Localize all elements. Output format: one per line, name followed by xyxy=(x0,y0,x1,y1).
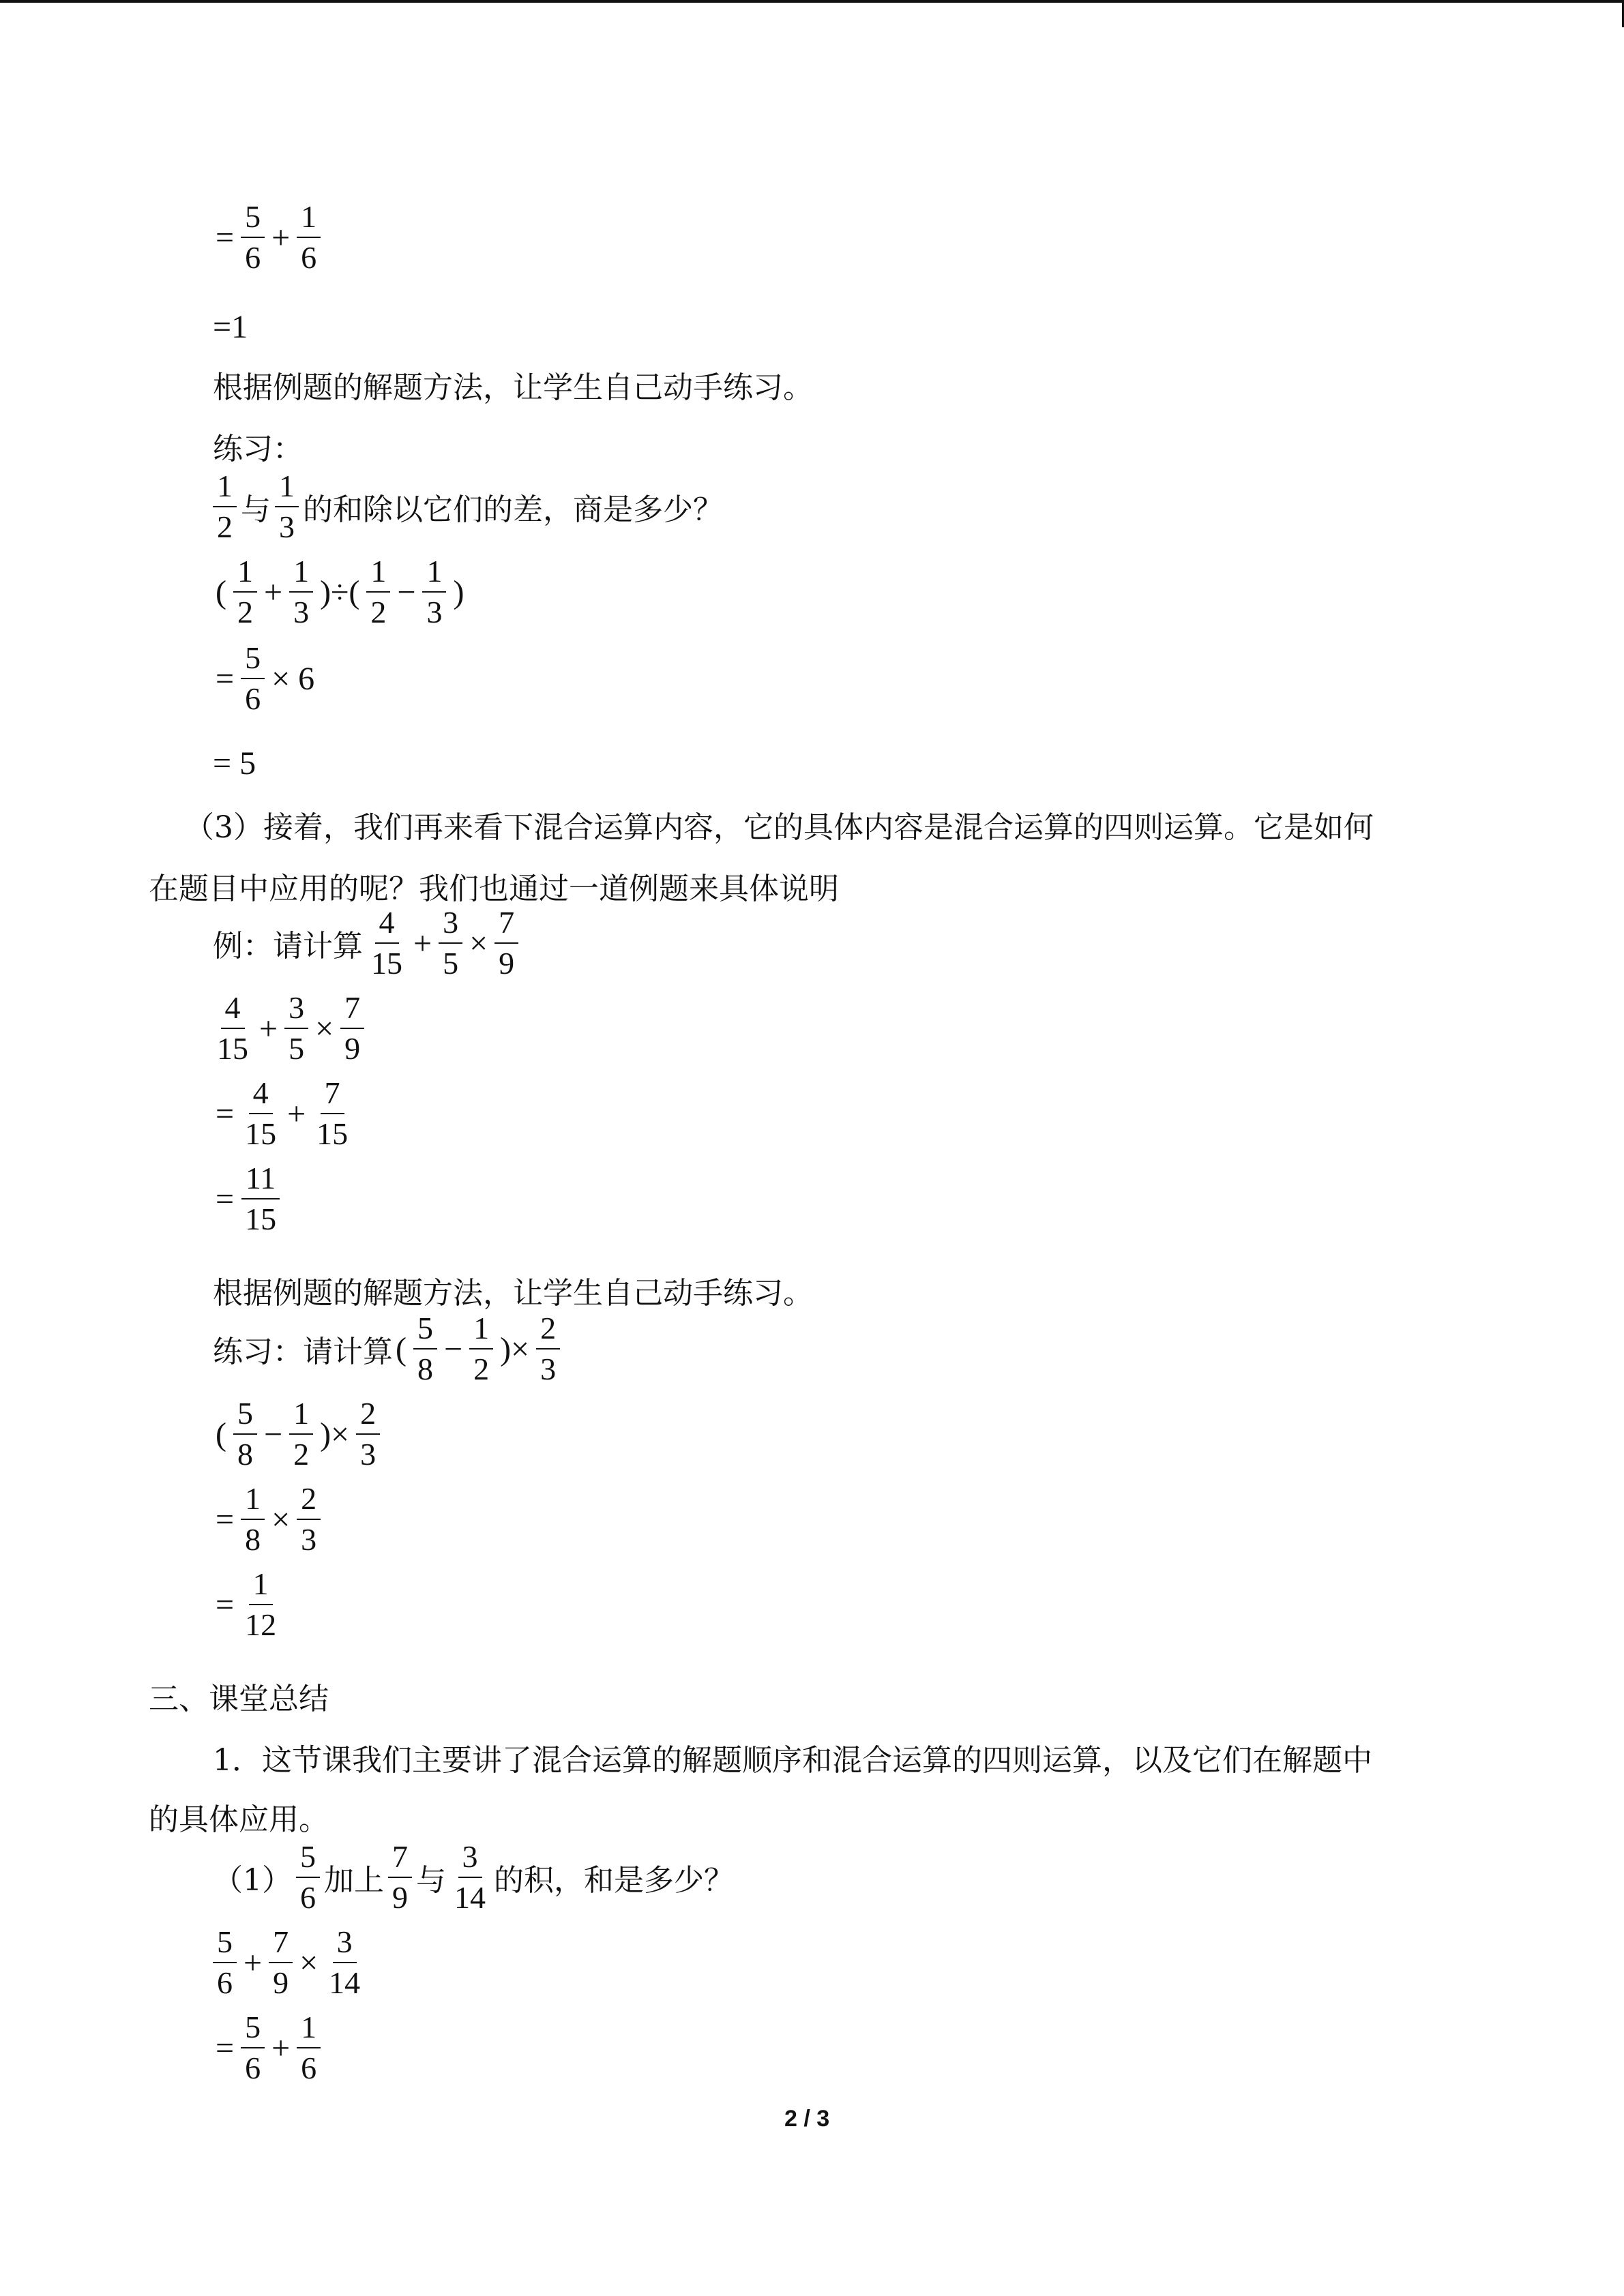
numerator: 1 xyxy=(213,471,237,507)
denominator: 6 xyxy=(245,681,261,716)
numerator: 3 xyxy=(439,907,462,944)
fraction xyxy=(367,907,407,979)
denominator: 5 xyxy=(443,946,459,981)
numerator: 1 xyxy=(241,1483,265,1520)
fraction xyxy=(356,1398,380,1470)
numerator: 1 xyxy=(469,1313,493,1350)
equals-sign: = xyxy=(216,1586,235,1623)
denominator: 8 xyxy=(237,1437,253,1472)
denominator: 9 xyxy=(344,1031,361,1066)
equation-text: = 5 xyxy=(213,745,256,781)
denominator: 3 xyxy=(301,1522,317,1557)
paren: ( xyxy=(396,1330,407,1367)
fraction xyxy=(241,642,265,715)
numerator: 5 xyxy=(241,642,265,679)
operator: × 6 xyxy=(271,660,315,697)
numerator: 5 xyxy=(233,1398,257,1435)
equation-line xyxy=(213,1077,356,1150)
denominator: 3 xyxy=(540,1352,557,1386)
fraction xyxy=(233,556,257,628)
fraction xyxy=(439,907,462,979)
numerator: 2 xyxy=(356,1398,380,1435)
denominator: 12 xyxy=(245,1607,277,1642)
denominator: 15 xyxy=(371,946,402,981)
exercise-label: 练习： xyxy=(213,432,303,466)
paragraph-line xyxy=(213,363,813,406)
denominator: 15 xyxy=(245,1202,277,1236)
denominator: 5 xyxy=(289,1031,305,1066)
exercise-label: 练习：请计算 xyxy=(213,1335,393,1369)
numerator: 7 xyxy=(269,1926,293,1963)
numerator: 4 xyxy=(375,907,399,944)
equation-line xyxy=(213,745,256,782)
equation-line xyxy=(213,992,368,1064)
numerator: 1 xyxy=(289,556,313,593)
equation-line xyxy=(213,308,248,346)
fraction xyxy=(289,556,313,628)
fraction xyxy=(296,1841,320,1913)
paragraph-line xyxy=(184,803,1374,846)
paragraph-text: 在题目中应用的呢？我们也通过一道例题来具体说明 xyxy=(149,871,839,906)
operator: × xyxy=(469,925,488,961)
equals-sign: = xyxy=(216,660,235,697)
operator: − xyxy=(263,1416,283,1452)
fraction xyxy=(388,1841,412,1913)
numerator: 1 xyxy=(249,1568,273,1605)
equals-sign: = xyxy=(216,2029,235,2066)
equation-line xyxy=(213,2012,325,2084)
fraction xyxy=(241,1483,265,1555)
denominator: 3 xyxy=(279,509,295,544)
section-heading xyxy=(149,1674,329,1718)
question-text: 加上 xyxy=(324,1863,384,1898)
equation-line xyxy=(213,1483,325,1555)
numerator: 2 xyxy=(536,1313,560,1350)
paragraph-line xyxy=(213,1735,1372,1779)
paragraph-text: 的具体应用。 xyxy=(149,1802,329,1837)
numerator: 7 xyxy=(388,1841,412,1878)
paren: ( xyxy=(216,573,226,610)
numerator: 1 xyxy=(297,201,321,238)
numerator: 3 xyxy=(458,1841,482,1878)
denominator: 6 xyxy=(301,2051,317,2085)
denominator: 14 xyxy=(454,1880,486,1915)
fraction xyxy=(289,1398,313,1470)
denominator: 8 xyxy=(417,1352,433,1386)
fraction xyxy=(469,1313,493,1385)
exercise-line xyxy=(213,1313,564,1385)
operator: × xyxy=(271,1501,291,1538)
fraction xyxy=(241,201,265,273)
equation-line xyxy=(213,1398,384,1470)
fraction xyxy=(241,1568,280,1641)
fraction xyxy=(312,1077,352,1150)
numerator: 3 xyxy=(284,992,308,1029)
fraction xyxy=(413,1313,437,1385)
page-top-border xyxy=(0,0,1624,3)
fraction xyxy=(275,468,299,544)
section-title: 三、课堂总结 xyxy=(149,1682,329,1716)
operator: × xyxy=(299,1944,319,1981)
paragraph-text: 根据例题的解题方法，让学生自己动手练习。 xyxy=(213,370,813,405)
fraction xyxy=(284,992,308,1064)
fraction xyxy=(213,1926,237,1999)
denominator: 2 xyxy=(473,1352,490,1386)
operator: + xyxy=(287,1095,306,1132)
paragraph-line xyxy=(149,1795,329,1838)
denominator: 6 xyxy=(245,2051,261,2085)
exercise-heading xyxy=(213,424,303,468)
question-text: 的积，和是多少？ xyxy=(494,1863,734,1898)
equation-line xyxy=(213,556,467,628)
numerator: 5 xyxy=(296,1841,320,1878)
numerator: 1 xyxy=(289,1398,313,1435)
equation-line xyxy=(213,201,325,273)
numerator: 4 xyxy=(221,992,245,1029)
paragraph-line xyxy=(149,864,839,908)
paragraph-line xyxy=(213,1268,813,1312)
denominator: 2 xyxy=(237,595,253,629)
operator: − xyxy=(397,573,416,610)
operator: + xyxy=(259,1010,278,1047)
denominator: 3 xyxy=(293,595,310,629)
denominator: 9 xyxy=(392,1880,408,1915)
question-text: 的和除以它们的差，商是多少？ xyxy=(303,492,723,527)
fraction xyxy=(213,992,252,1064)
numerator: 1 xyxy=(233,556,257,593)
paragraph-text: 根据例题的解题方法，让学生自己动手练习。 xyxy=(213,1276,813,1311)
operator: + xyxy=(271,2029,291,2066)
numerator: 5 xyxy=(241,2012,265,2048)
fraction xyxy=(241,1077,280,1150)
fraction xyxy=(213,468,237,544)
operator: + xyxy=(243,1944,263,1981)
operator: − xyxy=(443,1330,463,1367)
denominator: 15 xyxy=(217,1031,248,1066)
paragraph-text: 1．这节课我们主要讲了混合运算的解题顺序和混合运算的四则运算，以及它们在解题中 xyxy=(213,1743,1372,1778)
fraction xyxy=(536,1313,560,1385)
fraction xyxy=(241,2012,265,2084)
fraction xyxy=(297,201,321,273)
denominator: 2 xyxy=(370,595,387,629)
equation-line xyxy=(213,1568,284,1641)
numerator: 5 xyxy=(413,1313,437,1350)
question-text: 与 xyxy=(241,492,271,527)
numerator: 1 xyxy=(366,556,390,593)
numerator: 2 xyxy=(297,1483,321,1520)
fraction xyxy=(366,556,390,628)
numerator: 7 xyxy=(321,1077,344,1114)
question-text: 与 xyxy=(416,1863,446,1898)
denominator: 9 xyxy=(273,1965,289,2000)
paragraph-text: （3）接着，我们再来看下混合运算内容，它的具体内容是混合运算的四则运算。它是如何 xyxy=(184,810,1374,845)
operator: + xyxy=(263,573,283,610)
page-number: 2 / 3 xyxy=(784,2106,830,2132)
denominator: 15 xyxy=(245,1116,277,1151)
numerator: 4 xyxy=(249,1077,273,1114)
operator: )× xyxy=(320,1416,350,1452)
fraction xyxy=(494,907,518,979)
numerator: 11 xyxy=(241,1163,280,1199)
equals-sign: = xyxy=(216,1501,235,1538)
operator: + xyxy=(271,219,291,256)
fraction xyxy=(241,1163,280,1235)
fraction xyxy=(325,1926,364,1999)
denominator: 6 xyxy=(301,240,317,275)
question-text: （1） xyxy=(213,1863,292,1898)
equation-line xyxy=(213,642,317,715)
question-line xyxy=(213,1841,734,1913)
denominator: 2 xyxy=(217,509,233,544)
fraction xyxy=(450,1841,490,1913)
denominator: 6 xyxy=(245,240,261,275)
equals-sign: = xyxy=(216,1180,235,1217)
operator: )÷( xyxy=(320,573,360,610)
paren: ) xyxy=(453,573,464,610)
denominator: 3 xyxy=(360,1437,377,1472)
paren: ( xyxy=(216,1416,226,1452)
question-line xyxy=(213,468,723,544)
fraction xyxy=(422,556,446,628)
denominator: 6 xyxy=(300,1880,316,1915)
fraction xyxy=(269,1926,293,1999)
operator: + xyxy=(413,925,432,961)
numerator: 1 xyxy=(275,471,299,507)
operator: × xyxy=(315,1010,334,1047)
fraction xyxy=(340,992,364,1064)
example-label: 例：请计算 xyxy=(213,929,363,964)
equation-line xyxy=(213,1926,368,1999)
numerator: 7 xyxy=(340,992,364,1029)
fraction xyxy=(233,1398,257,1470)
denominator: 15 xyxy=(316,1116,349,1151)
fraction xyxy=(297,2012,321,2084)
equation-text: =1 xyxy=(213,309,248,345)
numerator: 7 xyxy=(494,907,518,944)
numerator: 5 xyxy=(213,1926,237,1963)
numerator: 3 xyxy=(333,1926,357,1963)
numerator: 1 xyxy=(422,556,446,593)
denominator: 8 xyxy=(245,1522,261,1557)
denominator: 2 xyxy=(293,1437,310,1472)
numerator: 1 xyxy=(297,2012,321,2048)
numerator: 5 xyxy=(241,201,265,238)
equals-sign: = xyxy=(216,219,235,256)
equation-line xyxy=(213,1163,284,1235)
operator: )× xyxy=(500,1330,530,1367)
example-line xyxy=(213,907,522,979)
denominator: 14 xyxy=(329,1965,361,2000)
equals-sign: = xyxy=(216,1095,235,1132)
denominator: 6 xyxy=(217,1965,233,2000)
denominator: 9 xyxy=(499,946,515,981)
denominator: 3 xyxy=(426,595,443,629)
fraction xyxy=(297,1483,321,1555)
